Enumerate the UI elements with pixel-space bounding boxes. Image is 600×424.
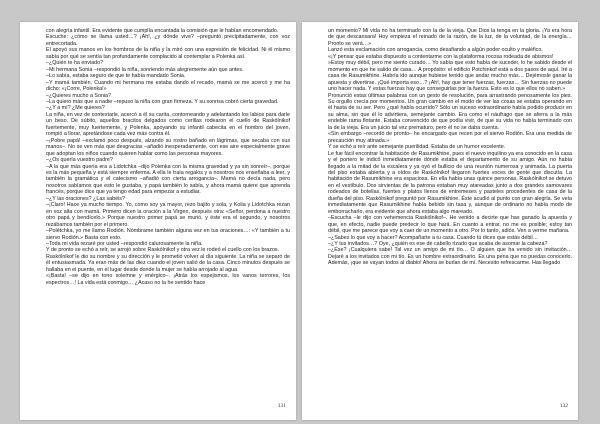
paragraph: –Mi hermana Sonia –respondió la niña, sonriendo más alegremente aún que antes. (46, 66, 244, 73)
paragraph: con alegría infantil. Era evidente que cumplía encantada la comisión que le habían encomendado. (46, 28, 279, 34)
paragraph: –La quiero más que a nadie –repuso la niña con gran firmeza. Y su sonrisa cobró cierta gravedad. (46, 98, 279, 105)
paragraph: –¿Quieres mucho a Sonia? (46, 92, 112, 99)
paragraph: Le fue fácil encontrar la habitación de Rasumikhine, pues el nuevo inquilino ya era conocido en la casa y el portero le indicó inmediatamente dónde estaba el departamento de su amigo. Aún no había llegado a la mitad de la escalera y ya oyó el bullicio de una reunión numerosa y animada. La puerta del piso estaba abierta y a oídos de Raskólnikof llegaron fuertes voces de gente que discutía. La habitación de Rasumikhine era espaciosa. En ella había unas quince personas. Raskólnikof se detuvo en el vestíbulo. Dos sirvientas de la patrona estaban muy atareadas junto a dos grandes samovares rodeados de botellas, fuentes y platos llenos de entremeses y pasteles procedentes de casa de la dueña del piso. Raskólnikof preguntó por Rasumikhine. Éste acudió al punto con gran alegría. Se veía inmediatamente que Rasumikhine había bebido sin tasa y, aunque de ordinario no había modo de emborracharlo, era evidente que ahora estaba algo mareado. (328, 150, 572, 215)
right-page (302, 22, 578, 420)
paragraph: Y de pronto se echó a reír, se arrojó sobre Raskólnikof y otra vez le rodeó el cuello con los brazos. (46, 247, 280, 254)
paragraph: –A la que más quería era a Lidotchka –dijo Polenka con la misma gravedad y ya sin sonreír–, porque es la más pequeña y está siempre enferma. A ella le traía regalos y a nosotros nos enseñaba a leer, y también la gramática y el catecismo –añadió con cierta arrogancia–. Mamá no decía nada, pero nosotros sabíamos que esto le gustaba, y papá también lo sabía, y ahora mamá quiere que aprenda francés, porque dice que ya tengo edad para empezar a estudiar. (46, 163, 290, 196)
paragraph: –Escucha –le dijo con vehemencia Raskólnikof–. He venido a decirte que has ganado la apuesta y que, en efecto, nadie puede predecir lo que hará. En cuanto a entrar, no me es posible; estoy tan débil, que me parece que voy a caer de un momento a otro. Por lo tanto, adiós. Ven a verme mañana. (328, 215, 572, 235)
paragraph: –¿Ése? ¡Cualquiera sabe! Tal vez un amigo de mi tío… O alguien que ha venido sin invitación… Dejaré a los invitados con mi tío. Es un hombre extraordinario. Es una pena que no puedas conocerlo. Además, ¡que se vayan todos al diablo! Ahora se burlan de mí. Necesito refrescarme. Has llegado (328, 247, 572, 267)
paragraph: –¡Pobre papá! –exclamó poco después, alzando su rostro bañado en lágrimas, que secaba con sus manos–. No se ven más que desgracias –añadió inesperadamente, con ese aire especialmente grave que adoptan los niños cuando quieren hablar como las personas mayores. (46, 137, 290, 157)
paragraph: –¿Sabes lo que voy a hacer? Acompañarte a tu casa. Cuando tú dices que estás débil… (328, 234, 539, 241)
page-number-left: 131 (277, 403, 286, 409)
page-number-right: 132 (559, 403, 568, 409)
paragraph: –Y mamá también. Cuando mi hermana me estaba dando el recado, mamá se me acercó y me ha dicho: «¡Corre, Polenka!» (46, 79, 290, 93)
paragraph: –¡Claro! Hace ya mucho tiempo. Yo, como soy ya mayor, rezo bajito y sola, y Kolia y Lidotchka rezan en voz alta con mamá. Primero dicen la oración a la Virgen, después otra: «Señor, perdona a nuestro otro papá y bendícelo.» Porque nuestro primer papá se murió, y éste era el segundo, y nosotros rezábamos también por el primero. (46, 202, 290, 228)
paragraph: –¿Y las oraciones? ¿Las sabéis? (46, 195, 125, 202)
paragraph: Lanzó esta exclamación con arrogancia, como desafiando a algún poder oculto y maléfico. (328, 47, 543, 54)
paragraph: –¿Quién te ha enviado? (46, 60, 104, 67)
paragraph: –¿Y a mí? ¿Me quieres? (46, 105, 105, 112)
paragraph: Y se echó a reír ante semejante puerilidad. Estaba de un humor excelente. (328, 144, 506, 151)
paragraph: Raskólnikof le dio su nombre y su dirección y le prometió volver al día siguiente. La niña se separó de él entusiasmada. Ya eran más de las diez cuando el joven salió de la casa. Cinco minutos después se hallaba en el puente, en el lugar desde donde la mujer se había arrojado al agua. (46, 253, 290, 273)
paragraph: La niña, en vez de contestarle, acercó a él su carita, contorneando y adelantando los labios para darle un beso. De súbito, aquellos bracitos delgados como cerillas rodearon el cuello de Raskólnikof fuertemente, muy fuertemente, y Polenka, apoyando su infantil cabecita en el hombro del joven, rompió a llorar, apretándose cada vez más contra él. (46, 111, 290, 138)
paragraph: Escuche: ¿cómo se llama usted…? ¡Ah!, ¿y dónde vive? –preguntó precipitadamente, con voz entrecortada. (46, 34, 290, 47)
paragraph: El apoyó sus manos en los hombros de la niña y la miró con una expresión de felicidad. Ni él mismo sabía por qué se sentía tan profundamente complacido al contemplar a Polenka así. (46, 47, 290, 60)
paragraph: –Lo sabía, estaba seguro de que te había mandado Sonia. (46, 73, 186, 80)
right-page-text (328, 28, 572, 394)
paragraph: un momento? Mi vida no ha terminado con la de la vieja. Que Dios la tenga en la gloria. ¡Ya era hora de que descansara! Hoy empieza el reinado de la razón, de la luz, de la voluntad, de la energía… Pronto se verá…» (328, 28, 572, 47)
paragraph: «Sin embargo –recordó de pronto– he encargado que recen por el siervo Rodión. Era una medida de precaución muy atinada.» (328, 131, 572, 144)
paragraph: –Polétchka, yo me llamo Rodión. Nómbrame también alguna vez en tus oraciones…: «Y también a tu siervo Rodión.» Basta con esto. (46, 228, 290, 241)
paragraph: –¿Os quería vuestro padre? (46, 157, 113, 164)
paragraph: »Estoy muy débil, pero me siento curado… Yo sabía que esto había de suceder, lo he sabido desde el momento en que he salido de casa… A propósito: el edificio Potchinkof está a dos pasos de aquí. Iré a casa de Rasumikhine. Habría ido aunque hubiese tenido que andar mucho más… Dejémosle ganar la apuesta y divertirse. ¡Qué importa eso…? ¡Ah!, hay que tener fuerzas, fuerzas… Sin fuerzas no puede uno hacer nada. Y estas fuerzas hay que conseguirlas por la fuerza. Esto es lo que ellos no saben.» (328, 60, 572, 93)
paragraph: «¡Y pensar que estaba dispuesto a contentarme con la plataforma rocosa rodeada de abismos! (328, 53, 554, 60)
left-page-text (46, 28, 290, 394)
paragraph: «¡Basta! –se dijo en tono solemne y enérgico–. ¡Atrás los espejismos, los vanos terrores, los espectros…! La vida está conmigo… ¿Acaso no la he sentido hace (46, 273, 290, 286)
paragraph: –¿Y tus invitados…? Oye, ¿quién es ese de cabello rizado que acaba de asomar la cabeza? (328, 240, 548, 247)
paragraph: Pronunció estas últimas palabras con un gesto de resolución, para arrastrando penosamente los pies. Su orgullo crecía por momentos. Un gran cambio en el modo de ver las cosas se estaba operando en él hasta de su ser. Pero ¿qué había ocurrido? Sólo un suceso extraordinario había podido producir en su alma, sin que él lo advirtiera, semejante cambio. Era como el náufrago que se aferra a la más endeble rama flotante. Estaba convencido de que podía vivir, de que su vida no había terminado con la de la vieja. Era un juicio tal vez prematuro, pero él no se daba cuenta. (328, 92, 572, 131)
left-page (20, 22, 296, 420)
paragraph: –Toda mi vida rezaré por usted –respondió calurosamente la niña. (46, 240, 203, 247)
